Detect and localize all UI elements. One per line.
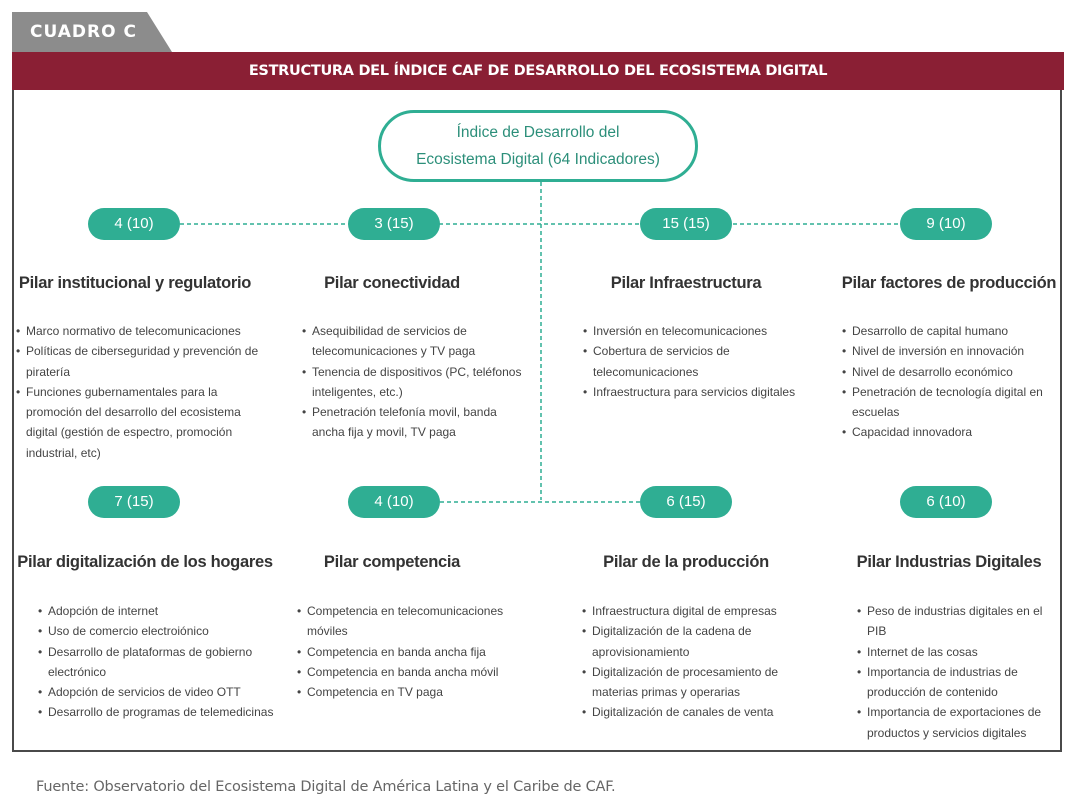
pillar-indicator-list <box>583 321 823 402</box>
pillar-title: Pilar competencia <box>323 553 461 571</box>
pillar-count-badge: 6 (15) <box>640 486 732 518</box>
indicator-item: • Uso de comercio electroiónico <box>38 621 288 641</box>
indicator-item: • Desarrollo de capital humano <box>842 321 1070 341</box>
pillar-title: Pilar digitalización de los hogares <box>17 553 273 571</box>
pillar-indicator-list <box>302 321 530 443</box>
pillar-indicator-list <box>38 601 288 723</box>
indicator-item: • Desarrollo de programas de telemedicinas <box>38 702 288 722</box>
pillar-title: Pilar Industrias Digitales <box>856 553 1042 571</box>
indicator-item: • Inversión en telecomunicaciones <box>583 321 823 341</box>
indicator-item: • Competencia en TV paga <box>297 682 537 702</box>
pillar-count-badge: 4 (10) <box>88 208 180 240</box>
diagram-title: ESTRUCTURA DEL ÍNDICE CAF DE DESARROLLO DEL ECOSISTEMA DIGITAL <box>248 63 828 79</box>
indicator-item: • Infraestructura para servicios digitales <box>583 382 823 402</box>
pillar-indicator-list <box>582 601 822 723</box>
indicator-item: • Adopción de internet <box>38 601 288 621</box>
indicator-item: • Asequibilidad de servicios de telecomunicaciones y TV paga <box>302 321 530 362</box>
root-title-line-1: Índice de Desarrollo del <box>456 124 620 141</box>
indicator-item: • Marco normativo de telecomunicaciones <box>16 321 266 341</box>
root-title-line-2: Ecosistema Digital (64 Indicadores) <box>416 151 660 168</box>
indicator-item: • Nivel de desarrollo económico <box>842 362 1070 382</box>
indicator-item: • Nivel de inversión en innovación <box>842 341 1070 361</box>
indicator-item: • Digitalización de procesamiento de materias primas y operarias <box>582 662 822 703</box>
pillar-indicator-list <box>842 321 1070 443</box>
pillar-indicator-list <box>16 321 266 463</box>
indicator-item: • Importancia de industrias de producción de contenido <box>857 662 1057 703</box>
pillar-indicator-list <box>857 601 1057 743</box>
root-node <box>378 110 698 182</box>
indicator-item: • Competencia en telecomunicaciones móviles <box>297 601 537 642</box>
indicator-item: • Capacidad innovadora <box>842 422 1070 442</box>
indicator-item: • Adopción de servicios de video OTT <box>38 682 288 702</box>
indicator-item: • Digitalización de la cadena de aprovisionamiento <box>582 621 822 662</box>
indicator-item: • Tenencia de dispositivos (PC, teléfonos inteligentes, etc.) <box>302 362 530 403</box>
indicator-item: • Digitalización de canales de venta <box>582 702 822 722</box>
indicator-item: • Penetración telefonía movil, banda ancha fija y movil, TV paga <box>302 402 530 443</box>
pillar-count-badge: 7 (15) <box>88 486 180 518</box>
source-note: Fuente: Observatorio del Ecosistema Digital de América Latina y el Caribe de CAF. <box>36 779 616 795</box>
pillar-count-badge: 15 (15) <box>640 208 732 240</box>
pillar-title: Pilar institucional y regulatorio <box>18 274 252 292</box>
pillar-count-badge: 4 (10) <box>348 486 440 518</box>
pillar-count-badge: 6 (10) <box>900 486 992 518</box>
pillar-title: Pilar Infraestructura <box>610 274 762 292</box>
indicator-item: • Competencia en banda ancha fija <box>297 642 537 662</box>
pillar-count-badge: 3 (15) <box>348 208 440 240</box>
pillar-title: Pilar de la producción <box>603 553 769 571</box>
indicator-item: • Penetración de tecnología digital en escuelas <box>842 382 1070 423</box>
pillar-count-badge: 9 (10) <box>900 208 992 240</box>
pillar-indicator-list <box>297 601 537 702</box>
pillar-title: Pilar conectividad <box>324 274 460 292</box>
indicator-item: • Competencia en banda ancha móvil <box>297 662 537 682</box>
indicator-item: • Importancia de exportaciones de productos y servicios digitales <box>857 702 1057 743</box>
pillar-title: Pilar factores de producción <box>841 274 1057 292</box>
indicator-item: • Funciones gubernamentales para la promoción del desarrollo del ecosistema digital (gestión de espectro, promoción industrial, etc) <box>16 382 266 463</box>
indicator-item: • Infraestructura digital de empresas <box>582 601 822 621</box>
indicator-item: • Desarrollo de plataformas de gobierno electrónico <box>38 642 288 683</box>
indicator-item: • Internet de las cosas <box>857 642 1057 662</box>
indicator-item: • Peso de industrias digitales en el PIB <box>857 601 1057 642</box>
indicator-item: • Cobertura de servicios de telecomunicaciones <box>583 341 823 382</box>
indicator-item: • Políticas de ciberseguridad y prevención de piratería <box>16 341 266 382</box>
box-label: CUADRO C <box>30 22 137 42</box>
